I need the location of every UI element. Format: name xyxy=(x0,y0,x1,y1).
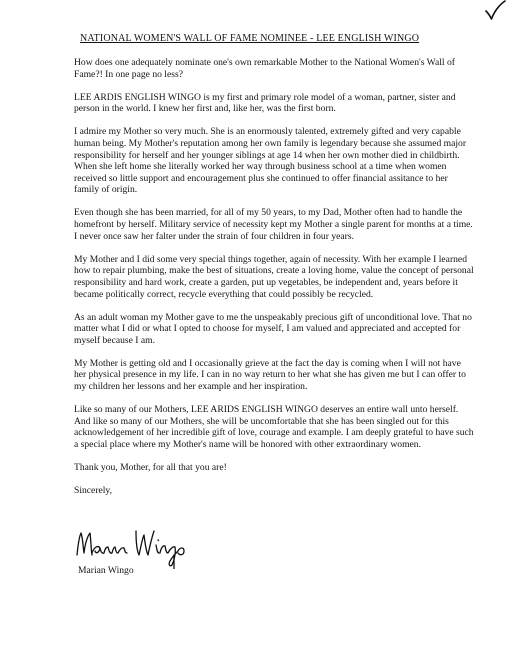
paragraph: LEE ARDIS ENGLISH WINGO is my first and primary role model of a woman, partner, sister and person in the world. I knew her first and, like her, was the first born. xyxy=(74,91,456,115)
paragraph: Even though she has been married, for all of my 50 years, to my Dad, Mother often had to handle the homefront by herself. Military service of necessity kept my Mother a single parent for months at a time. I never once saw her falter under the strain of four children in four years. xyxy=(74,207,473,242)
paragraph: My Mother is getting old and I occasionally grieve at the fact the day is coming when I will not have her physical presence in my life. I can in no way return to her what she has given me but I can offer to my children her lessons and her example and her inspiration. xyxy=(74,357,466,393)
checkmark-icon xyxy=(483,0,507,22)
paragraph: My Mother and I did some very special things together, again of necessity. With her example I learned how to repair plumbing, make the best of situations, create a loving home, value the concept of personal responsibility and hard work, create a garden, put up vegetables, be independent and, years before it became politically correct, recycle everything that could possibly be recycled. xyxy=(74,253,474,300)
paragraph: Thank you, Mother, for all that you are! xyxy=(74,462,227,474)
signer-name: Marian Wingo xyxy=(78,565,134,576)
handwritten-signature xyxy=(74,523,204,569)
letter-body xyxy=(74,57,474,508)
paragraph: How does one adequately nominate one's own remarkable Mother to the National Women's Wall of Fame?! In one page no less? xyxy=(74,57,455,80)
paragraph: I admire my Mother so very much. She is an enormously talented, extremely gifted and very capable human being. My Mother's reputation among her own family is legendary because she assumed major responsibility for herself and her younger siblings at age 14 when her own mother died in childbirth. When she left home she literally worked her way through business school at a time when women received so little support and encouragement plus she continued to offer financial assitance to her family of origin. xyxy=(74,126,467,196)
paragraph: Like so many of our Mothers, LEE ARIDS ENGLISH WINGO deserves an entire wall unto herself. And like so many of our Mothers, she will be uncomfortable that she has been singled out for this acknowledgement of her incredible gift of love, courage and example. I am deeply grateful to have such a special place where my Mother's name will be honored with other extraordinary women. xyxy=(74,404,474,450)
paragraph: As an adult woman my Mother gave to me the unspeakably precious gift of unconditional love. That no matter what I did or what I opted to choose for myself, I am valued and appreciated and accepted for myself because I am. xyxy=(74,311,472,346)
closing: Sincerely, xyxy=(74,485,113,497)
letter-title: NATIONAL WOMEN'S WALL OF FAME NOMINEE - LEE ENGLISH WINGO xyxy=(80,33,420,44)
